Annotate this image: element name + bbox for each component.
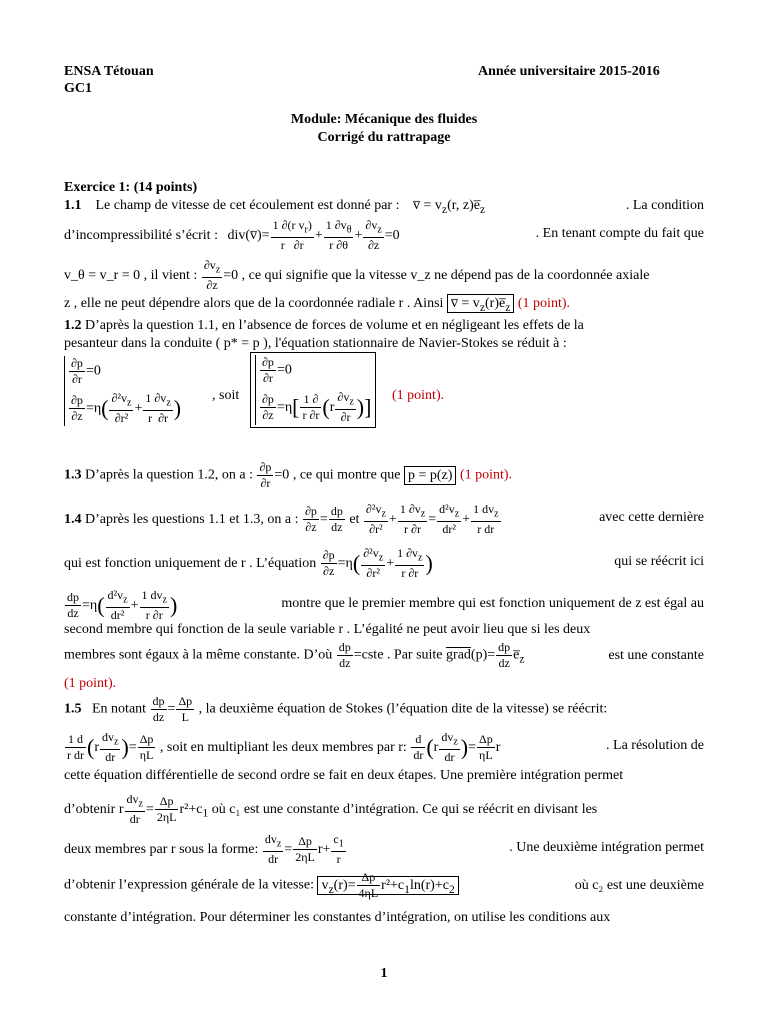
q11-dvz-dz: $\frac{\partial v_z}{\partial z}$	[203, 258, 221, 293]
page-number: 1	[380, 966, 388, 981]
q15-text6b: où c₂ est une deuxième	[574, 878, 704, 893]
q11-text1-end: . La condition	[625, 198, 704, 213]
q15-text4b: où c₁ est une constante d’intégration. Ce qui se réécrit en divisant les	[211, 801, 598, 817]
q12-text2: pesanteur dans la conduite ( p* = p ), l'équation stationnaire de Navier-Stokes se réduit à :	[64, 336, 567, 351]
q15-text5b: . Une deuxième intégration permet	[509, 840, 704, 855]
q14-line2: qui est fonction uniquement de r . L’équation $\frac{\partial p}{\partial z}$ =η( $\frac{\partial^2v_z}{\text{∂r²}}$ + $\frac{1 \partial v_z}{r \partial r}$ ) qui se réécrit ici	[64, 546, 704, 581]
q11-text2: d’incompressibilité s’écrit :	[64, 227, 218, 243]
class-name: GC1	[64, 81, 92, 96]
q11-text3b: , ce qui signifie que la vitesse v_z ne dépend pas de la coordonnée axiale	[241, 267, 650, 283]
q15-velocity-box: $v_z(r)=$ $\frac{\Delta p}{4\eta L}$ $r^2+c_1\ln(r)+c_2$	[317, 876, 458, 895]
q15-text7: constante d’intégration. Pour déterminer les constantes d’intégration, on utilise les conditions aux	[64, 910, 611, 925]
q15-line6	[64, 870, 704, 901]
module-title: Module: Mécanique des fluides	[290, 112, 478, 127]
q14-line1: 1.4 D’après les questions 1.1 et 1.3, on a : $\frac{\partial p}{\partial z}$ = $\frac{dp}{dz}$ et $\frac{\partial^2v_z}{\text{∂r²}}$ + $\frac{1 \partial v_z}{r \partial r}$ = $\frac{d^2v_z}{\text{dr²}}$ + $\frac{1 dv_z}{\text{r dr}}$ avec cette dernière	[64, 502, 704, 537]
school-name: ENSA Tétouan	[64, 64, 154, 79]
q11-line3: v_θ = v_r = 0 , il vient : $\frac{\partial v_z}{\partial z}$ =0 , ce qui signifie que la vitesse v_z ne dépend pas de la coordonnée axiale	[64, 258, 650, 293]
q11-text1: Le champ de vitesse de cet écoulement est donné par :	[95, 198, 400, 213]
q15-line5: deux membres par r sous la forme: $\frac{dv_z}{dr}$ = $\frac{\Delta p}{2\eta L}$ r+ $\frac{c_1}{r}$ . Une deuxième intégration permet	[64, 832, 704, 867]
q11-points: (1 point).	[517, 296, 570, 311]
q13-text-a: D’après la question 1.2, on a :	[85, 467, 253, 483]
q13-text-b: , ce qui montre que	[292, 467, 401, 483]
q15-number: 1.5	[64, 701, 82, 717]
q14-text1b: et	[349, 511, 360, 527]
q13-result-box: p = p(z)	[404, 466, 456, 485]
q14-text4: second membre qui fonction de la seule variable r . L’égalité ne peut avoir lieu que si les deux	[64, 622, 591, 637]
q15-text2b: . La résolution de	[606, 738, 704, 753]
q11-velocity-field: v̅ = $v_z(r$, $z)e̅_z$	[413, 198, 486, 216]
page-subtitle: Corrigé du rattrapage	[317, 130, 451, 145]
q14-number: 1.4	[64, 511, 82, 527]
q11-text4: z , elle ne peut dépendre alors que de la coordonnée radiale r . Ainsi	[64, 296, 444, 311]
q14-text1c: avec cette dernière	[599, 510, 704, 525]
q11-result-box: v̅ = $v_z(r)e̅_z$	[447, 294, 514, 313]
q12-text1: D’après la question 1.1, en l’absence de forces de volume et en négligeant les effets de la	[85, 318, 584, 333]
q15-text4a: d’obtenir	[64, 801, 116, 817]
q15-line2: $\frac{1 d}{\text{r dr}}$ (r $\frac{dv_z}{dr}$ )= $\frac{\Delta p}{\eta L}$ , soit en multipliant les deux membres par r: $\frac{d}{dr}$ (r $\frac{dv_z}{dr}$ )= $\frac{\Delta p}{\eta L}$ r . La résolution de	[67, 730, 704, 765]
q15-text5a: deux membres par r sous la forme:	[64, 841, 259, 857]
q12-number: 1.2	[64, 318, 82, 333]
q15-text6a: d’obtenir l’expression générale de la vitesse:	[64, 877, 314, 893]
q14-text1a: D’après les questions 1.1 et 1.3, on a :	[85, 511, 299, 527]
q15-text2a: , soit en multipliant les deux membres par r:	[159, 739, 407, 755]
q15-text1a: En notant	[92, 701, 147, 717]
q14-points: (1 point).	[64, 676, 117, 691]
q12-system-right: $\frac{\partial p}{\partial r}$ =0 $\frac{\partial p}{\partial z}$ =η[ $\frac{1 \partial}{r \partial r}$ (r $\frac{\partial v_z}{\partial r}$ )]	[250, 352, 376, 428]
q11-line2	[64, 218, 704, 253]
q11-number: 1.1	[64, 198, 82, 213]
q14-line3: $\frac{dp}{dz}$ =η( $\frac{d^2v_z}{\text{dr²}}$ + $\frac{1 dv_z}{r \partial r}$ ) montre que le premier membre qui est fonction uniquement de z est égal au	[67, 588, 704, 623]
q14-text5a: membres sont égaux à la même constante. D’où	[64, 647, 333, 663]
q14-text2a: qui est fonction uniquement de r . L’équation	[64, 555, 317, 571]
q15-text3: cette équation différentielle de second ordre se fait en deux étapes. Une première intégration permet	[64, 768, 624, 783]
q14-text5b: . Par suite	[386, 647, 443, 663]
q11-text3a: v_θ = v_r = 0 , il vient :	[64, 267, 198, 283]
q15-text1b: , la deuxième équation de Stokes (l’équation dite de la vitesse) se réécrit:	[198, 701, 608, 717]
q12-soit: , soit	[212, 388, 240, 403]
q12-points: (1 point).	[392, 388, 445, 403]
q12-system-left: $\frac{\partial p}{\partial r}$ =0 $\frac{\partial p}{\partial z}$ =η( $\frac{\partial^2v_z}{\text{∂r²}}$ + $\frac{1 \partial v_z}{r \partial r}$ )	[64, 356, 181, 426]
q14-text2b: qui se réécrit ici	[614, 554, 704, 569]
q15-line1: 1.5 En notant $\frac{dp}{dz}$ = $\frac{\Delta p}{L}$ , la deuxième équation de Stokes (l’équation dite de la vitesse) se réécrit:	[64, 694, 608, 724]
q14-text5c: est une constante	[608, 648, 704, 663]
q13-points: (1 point).	[459, 467, 513, 483]
exercise-heading: Exercice 1: (14 points)	[64, 180, 198, 195]
q13-line: 1.3 D’après la question 1.2, on a : $\frac{\partial p}{\partial r}$ =0 , ce qui montre que p = p(z) (1 point).	[64, 460, 513, 490]
q11-line4	[64, 296, 570, 315]
q14-text3: montre que le premier membre qui est fonction uniquement de z est égal au	[281, 596, 704, 611]
q15-line4: d’obtenir r $\frac{dv_z}{dr}$ = $\frac{\Delta p}{2\eta L}$ $r^2+c_1$ où c₁ est une constante d’intégration. Ce qui se réécrit en divisant les	[64, 792, 598, 827]
q11-line1	[64, 198, 704, 217]
q14-line5: membres sont égaux à la même constante. D’où $\frac{dp}{dz}$ =cste . Par suite grad(p)= $\frac{dp}{dz}$ $e̅_z$ est une constante	[64, 640, 704, 670]
q11-divergence-eq: div(v̅)= $\frac{1 \partial(r v_r)}{r \partial r}$ + $\frac{1 \partial v_\theta}{r \partial\theta}$ + $\frac{\partial v_z}{\partial z}$ =0	[227, 218, 400, 253]
academic-year: Année universitaire 2015-2016	[478, 64, 660, 79]
q11-text2-end: . En tenant compte du fait que	[535, 226, 704, 241]
q12-line1	[64, 318, 584, 335]
q13-number: 1.3	[64, 467, 82, 483]
